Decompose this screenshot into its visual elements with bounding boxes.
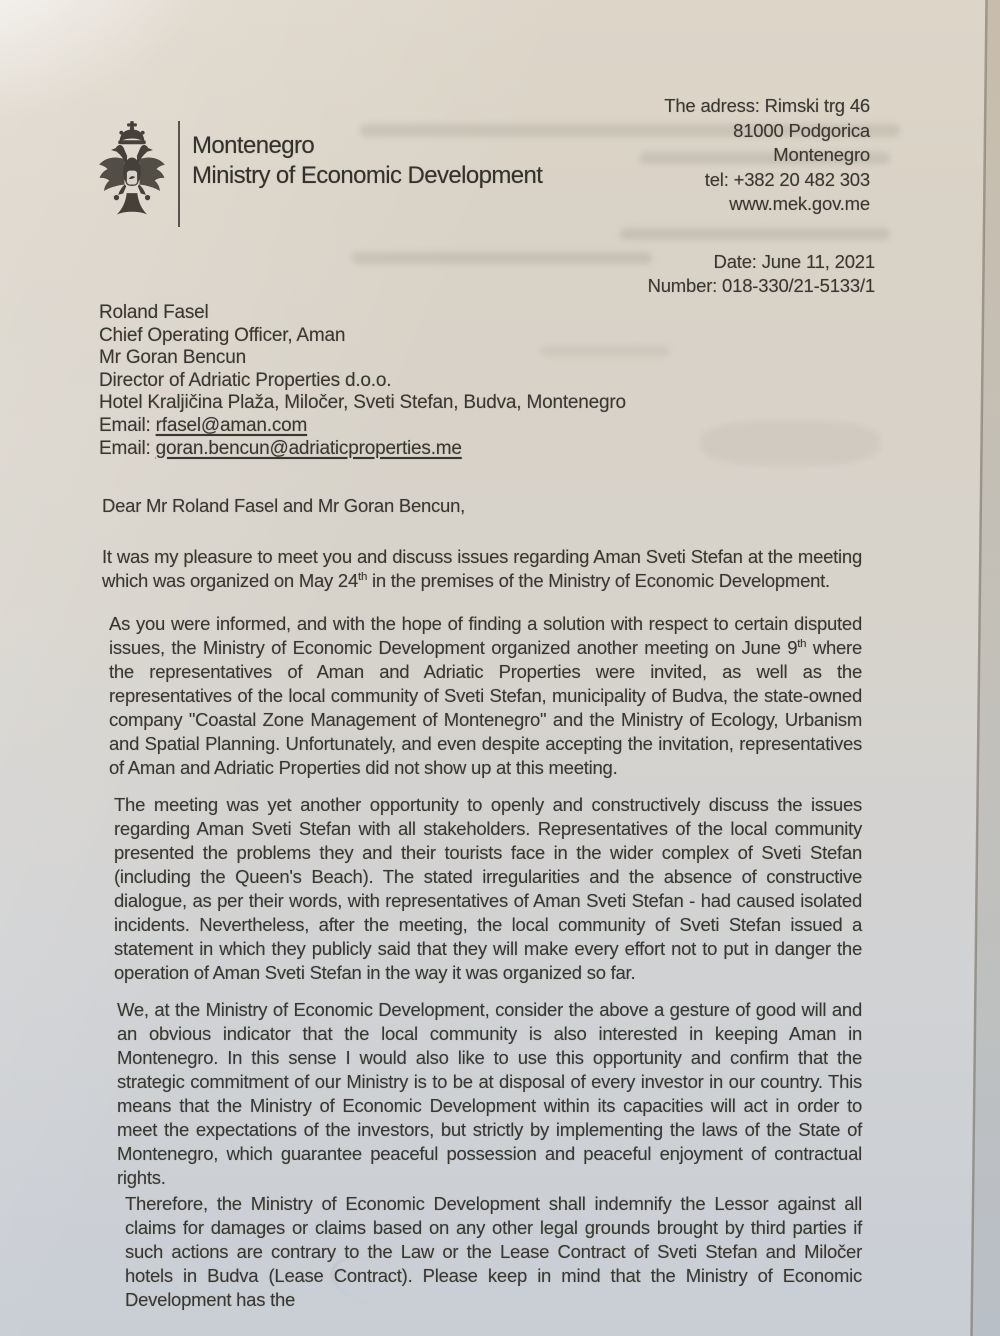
recipient-email-line [99,438,626,461]
bleed-through-smudge [620,228,890,240]
letter-paragraph: As you were informed, and with the hope of finding a solution with respect to certain disputed issues, the Ministry of Economic Development organized another meeting on June 9th where the representatives of Aman and Adriatic Properties were invited, as well as the representatives of the local community of Sveti Stefan, municipality of Budva, the state-owned company "Coastal Zone Management of Montenegro" and the Ministry of Ecology, Urbanism and Spatial Planning. Unfortunately, and even despite accepting the invitation, representatives of Aman and Adriatic Properties did not show up at this meeting. [109,613,862,778]
contact-postal-city: 81000 Podgorica [733,119,870,141]
contact-phone: tel: +382 20 482 303 [704,168,870,190]
date-line: Date: June 11, 2021 [713,251,875,272]
email-label: Email: [99,437,156,459]
letterhead-divider [178,121,180,227]
bleed-through-smudge [700,420,880,466]
date-number-block [648,250,875,298]
letter-paragraph: The meeting was yet another opportunity to openly and constructively discuss the issues regarding Aman Sveti Stefan with all stakeholders. Representatives of the local community presented the problems they and their tourists face in the wider complex of Sveti Stefan (including the Queen's Beach). The stated irregularities and the absence of constructive dialogue, as per their words, with representatives of Aman Sveti Stefan - had caused isolated incidents. Nevertheless, after the meeting, the local community of Sveti Stefan issued a statement in which they publicly said that they will make every effort not to put in danger the operation of Aman Sveti Stefan in the way it was organized so far. [114,794,862,983]
recipient-title: Chief Operating Officer, Aman [99,324,346,346]
recipient-email-line [99,415,626,438]
bleed-through-smudge [352,252,652,264]
letterhead-title [192,131,542,191]
number-line: Number: 018-330/21-5133/1 [647,275,875,296]
letterhead-contact-block [664,94,870,217]
email-label: Email: [99,414,156,436]
contact-address: The adress: Rimski trg 46 [664,95,870,116]
letter-paragraphs [100,545,862,1312]
recipient-name: Roland Fasel [99,302,209,323]
montenegro-coat-of-arms-icon [92,116,172,224]
email-address: rfasel@aman.com [155,414,308,436]
recipient-name-2: Mr Goran Bencun [99,347,246,369]
letter-paragraph: We, at the Ministry of Economic Development, consider the above a gesture of good will and an obvious indicator that the local community is also interested in keeping Aman in Montenegro. In this sense I would also like to use this opportunity and confirm that the strategic commitment of our Ministry is to be at disposal of every investor in our country. This means that the Ministry of Economic Development within its capacities will act in order to meet the expectations of the investors, but strictly by implementing the laws of the State of Montenegro, which guarantee peaceful possession and peaceful enjoyment of contractual rights. [117,999,862,1188]
letter-body [100,494,862,1312]
letterhead-country: Montenegro [192,132,315,159]
recipient-address: Hotel Kraljičina Plaža, Miločer, Sveti Stefan, Budva, Montenegro [99,392,626,414]
recipient-title-2: Director of Adriatic Properties d.o.o. [99,369,392,391]
letterhead-ministry: Ministry of Economic Development [192,162,543,189]
contact-country: Montenegro [773,144,870,165]
salutation: Dear Mr Roland Fasel and Mr Goran Bencun, [102,495,466,516]
recipient-block [99,302,626,460]
email-address: goran.bencun@adriaticproperties.me [155,437,462,459]
letter-paragraph: Therefore, the Ministry of Economic Development shall indemnify the Lessor against all claims for damages or claims based on any other legal grounds brought by third parties if such actions are contrary to the Law or the Lease Contract of Sveti Stefan and Miločer hotels in Budva (Lease Contract). Please keep in mind that the Ministry of Economic Development has the [125,1193,862,1310]
letter-paragraph: It was my pleasure to meet you and discuss issues regarding Aman Sveti Stefan at the meeting which was organized on May 24th in the premises of the Ministry of Economic Development. [102,546,862,591]
contact-website: www.mek.gov.me [729,193,870,214]
